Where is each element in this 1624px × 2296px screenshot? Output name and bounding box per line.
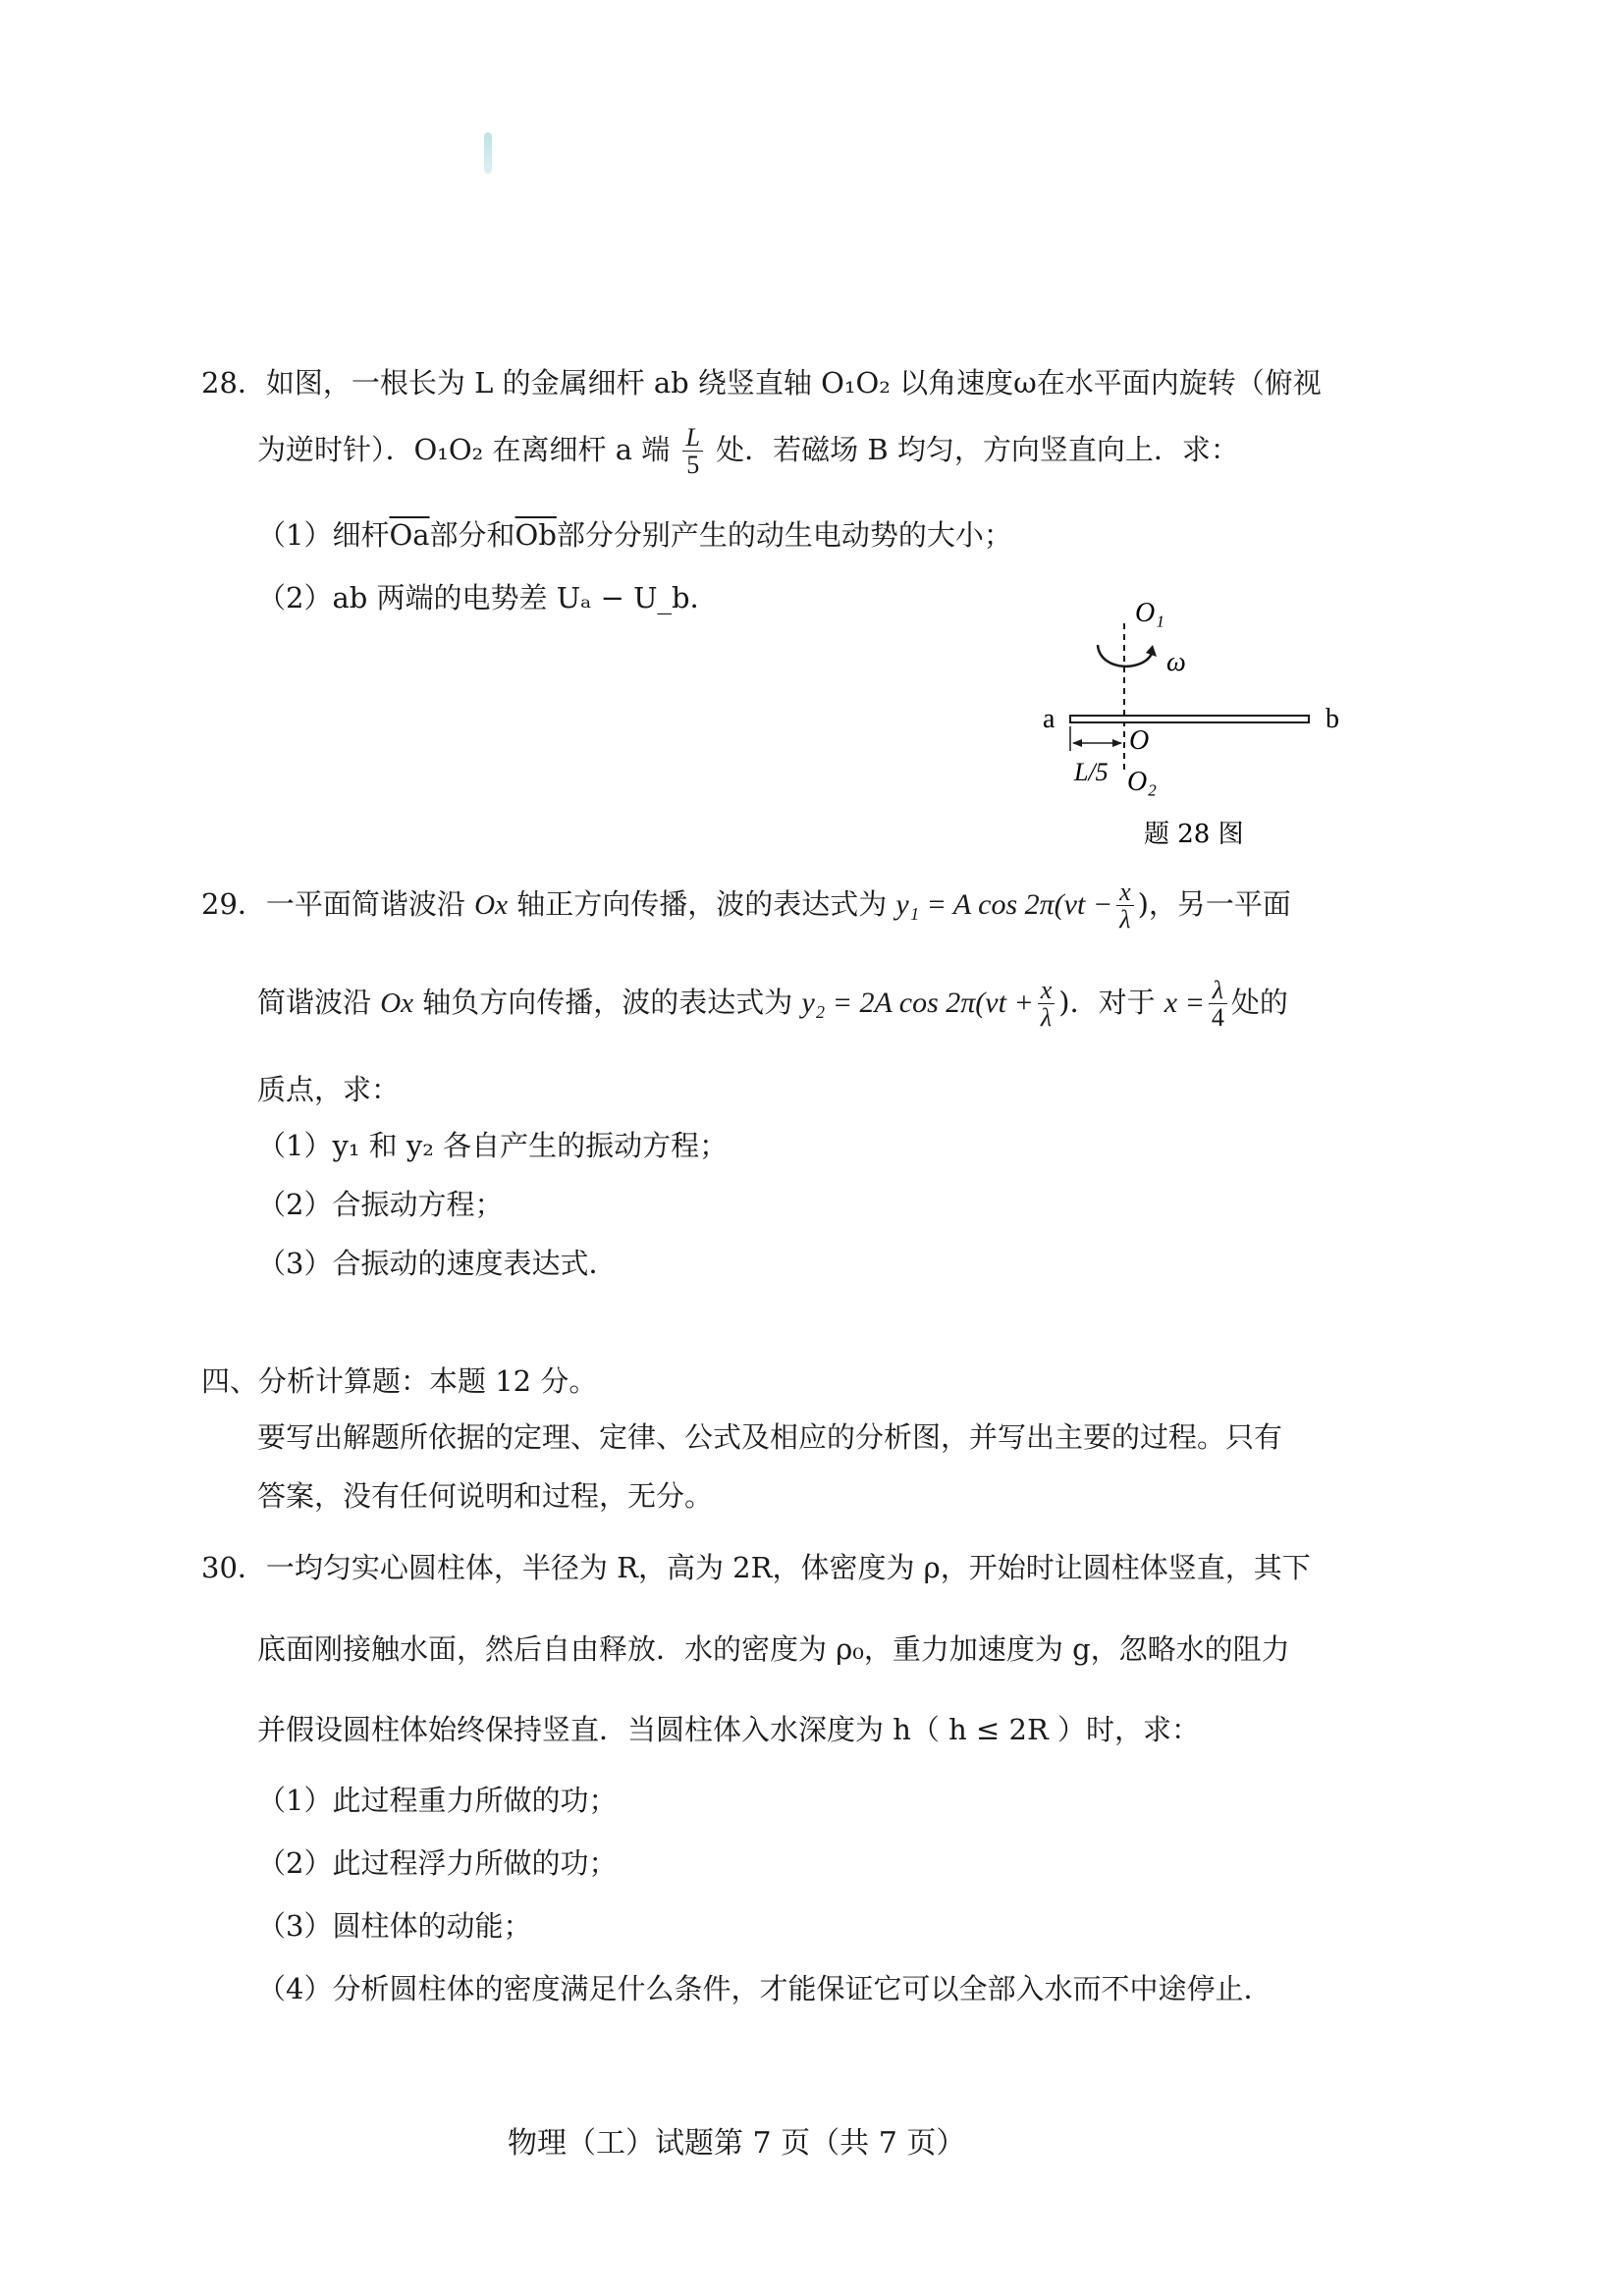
segment-ob: $\overline{Ob}$: [514, 518, 557, 552]
label-b: b: [1326, 704, 1339, 734]
q29-part2: （2）合振动方程；: [257, 1188, 504, 1221]
label-o2: O₂: [1127, 767, 1157, 797]
q29-number: 29．: [201, 886, 266, 921]
q28-fraction-l5: $\frac{L}{5}$: [682, 424, 702, 479]
metal-rod: [1070, 716, 1309, 722]
q28-part2: （2）ab 两端的电势差 Uₐ − U_b．: [257, 581, 719, 614]
wave-expression-1: y₁ = A cos 2π(νt −: [895, 887, 1113, 921]
label-o1: O₁: [1135, 598, 1164, 628]
q30-part3: （3）圆柱体的动能；: [257, 1909, 532, 1943]
q28-text-2b: 处．若磁场 B 均匀，方向竖直向上．求：: [716, 432, 1239, 466]
q30-part1: （1）此过程重力所做的功；: [257, 1784, 618, 1817]
q29-part1: （1）y₁ 和 y₂ 各自产生的振动方程；: [257, 1129, 729, 1162]
fraction-x-lambda-2: $\frac{x}{\lambda}$: [1038, 977, 1056, 1032]
scan-smudge: [484, 133, 492, 174]
q28-number: 28．: [201, 366, 266, 400]
q28-line2: [257, 424, 1239, 479]
q30-part2: （2）此过程浮力所做的功；: [257, 1846, 618, 1880]
q28-part1: （1）细杆$\overline{Oa}$部分和$\overline{Ob}$部分分别产生的动生电动势的大小；: [257, 518, 1012, 552]
q28-text-2a: 为逆时针）．O₁O₂ 在离细杆 a 端: [257, 432, 671, 466]
q29-line3: 质点，求：: [257, 1073, 401, 1106]
q29-line1: 29．一平面简谐波沿 Ox 轴正方向传播，波的表达式为 y₁ = A cos 2π(νt − $\frac{x}{\lambda}$ )，另一平面: [201, 878, 1291, 934]
section-4-instruction-2: 答案，没有任何说明和过程，无分。: [257, 1479, 714, 1513]
label-l5: L/5: [1074, 758, 1109, 786]
q28-text-1: 如图，一根长为 L 的金属细杆 ab 绕竖直轴 O₁O₂ 以角速度ω在水平面内旋转（俯视: [265, 366, 1322, 400]
figure-caption: 题 28 图: [1144, 820, 1244, 849]
q29-part3: （3）合振动的速度表达式．: [257, 1247, 618, 1280]
wave-expression-2: y₂ = 2A cos 2π(νt +: [801, 986, 1034, 1019]
q30-line1: 30．一均匀实心圆柱体，半径为 R，高为 2R，体密度为 ρ，开始时让圆柱体竖直，其下: [201, 1551, 1311, 1584]
q29-line2: 简谐波沿 Ox 轴负方向传播，波的表达式为 y₂ = 2A cos 2π(νt + $\frac{x}{\lambda}$ )．对于 x = $\frac{\lambda}{4}$ 处的: [257, 976, 1288, 1033]
label-omega: ω: [1166, 647, 1186, 677]
segment-oa: $\overline{Oa}$: [389, 518, 430, 552]
q30-line2: 底面刚接触水面，然后自由释放．水的密度为 ρ₀，重力加速度为 g，忽略水的阻力: [257, 1632, 1290, 1666]
section-4-instruction-1: 要写出解题所依据的定理、定律、公式及相应的分析图，并写出主要的过程。只有: [257, 1420, 1283, 1454]
q30-line3: 并假设圆柱体始终保持竖直．当圆柱体入水深度为 h（ h ≤ 2R ）时，求：: [257, 1713, 1201, 1746]
q30-part4: （4）分析圆柱体的密度满足什么条件，才能保证它可以全部入水而不中途停止．: [257, 1972, 1272, 2005]
figure-28: [1031, 594, 1355, 859]
q30-number: 30．: [201, 1551, 266, 1584]
fraction-x-lambda-1: $\frac{x}{\lambda}$: [1116, 879, 1134, 934]
page-footer: 物理（工）试题第 7 页（共 7 页）: [508, 2126, 966, 2161]
label-o: O: [1129, 725, 1150, 756]
section-4-title: 四、分析计算题：本题 12 分。: [201, 1364, 598, 1398]
label-a: a: [1043, 704, 1056, 734]
fraction-lambda-4: $\frac{\lambda}{4}$: [1209, 977, 1227, 1032]
q28-line1: [201, 361, 1322, 401]
